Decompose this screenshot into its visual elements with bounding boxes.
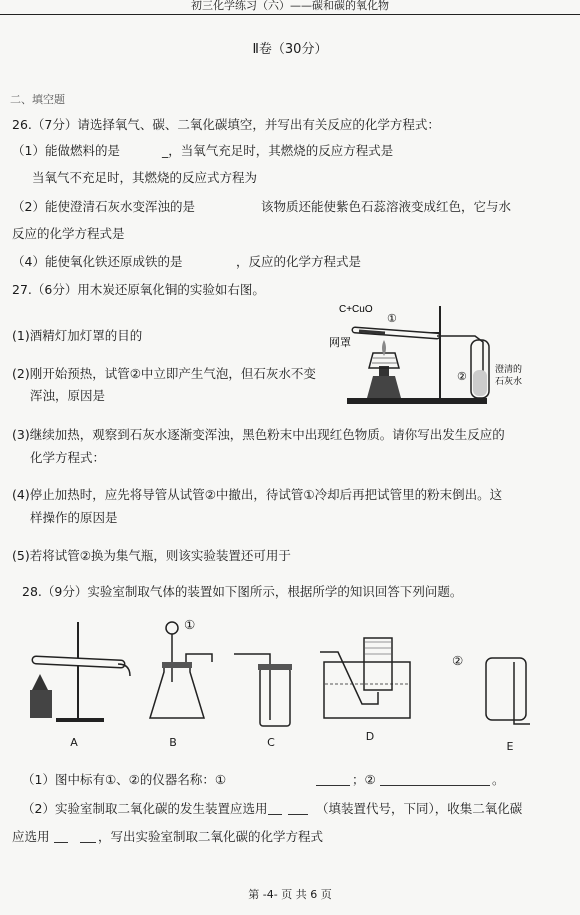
fig-reagent-label: C+CuO bbox=[339, 304, 373, 315]
apparatus-a-label: A bbox=[70, 736, 78, 749]
fig-lime-label-1: 澄清的 bbox=[495, 364, 523, 374]
q28-s1b: ；② bbox=[352, 772, 376, 787]
q27-s3a: (3)继续加热，观察到石灰水逐渐变浑浊，黑色粉末中出现红色物质。请你写出发生反应的 bbox=[12, 427, 505, 442]
q28-s1c: 。 bbox=[492, 772, 505, 787]
q26-line3a: （2）能使澄清石灰水变浑浊的是 bbox=[12, 199, 195, 214]
q28-blank-5 bbox=[54, 842, 68, 843]
q27-s2b: 浑浊，原因是 bbox=[30, 388, 106, 403]
q27-s1: (1)酒精灯加灯罩的目的 bbox=[12, 328, 143, 343]
apparatus-d bbox=[318, 632, 418, 724]
q26-stem: 26.（7分）请选择氧气、碳、二氧化碳填空，并写出有关反应的化学方程式： bbox=[12, 117, 440, 132]
q28-blank-1 bbox=[316, 785, 350, 786]
q26-line5b: ，反应的化学方程式是 bbox=[236, 254, 362, 269]
q26-line1a: （1）能做燃料的是 bbox=[12, 143, 120, 158]
q28-s1a: （1）图中标有①、②的仪器名称：① bbox=[22, 772, 227, 787]
apparatus-d-label: D bbox=[365, 730, 375, 743]
page-footer: 第 -4- 页 共 6 页 bbox=[248, 888, 332, 901]
fig-marker-1: ① bbox=[387, 313, 397, 325]
q26-line2: 当氧气不充足时，其燃烧的反应式方程为 bbox=[32, 170, 258, 185]
q28-blank-2 bbox=[380, 785, 490, 786]
q28-blank-6 bbox=[80, 842, 96, 843]
section-title: Ⅱ卷（30分） bbox=[252, 42, 328, 57]
q27-s2a: (2)刚开始预热，试管②中立即产生气泡，但石灰水不变 bbox=[12, 366, 316, 381]
q28-s3b: ，写出实验室制取二氧化碳的化学方程式 bbox=[98, 829, 324, 844]
apparatus-e-marker: ② bbox=[452, 653, 464, 668]
q26-line1b: _，当氧气充足时，其燃烧的反应方程式是 bbox=[162, 143, 394, 158]
apparatus-e-label: E bbox=[506, 740, 514, 753]
apparatus-e bbox=[478, 652, 538, 732]
q27-stem: 27.（6分）用木炭还原氧化铜的实验如右图。 bbox=[12, 282, 265, 297]
q28-s2a: （2）实验室制取二氧化碳的发生装置应选用 bbox=[22, 801, 268, 816]
q28-s3a: 应选用 bbox=[12, 829, 50, 844]
fig-hood-label: 网罩 bbox=[329, 337, 351, 349]
q28-stem: 28.（9分）实验室制取气体的装置如下图所示，根据所学的知识回答下列问题。 bbox=[22, 584, 463, 599]
q28-s2b: （填装置代号，下同），收集二氧化碳 bbox=[316, 801, 523, 816]
q28-blank-4 bbox=[288, 814, 308, 815]
apparatus-c bbox=[230, 640, 300, 730]
q28-blank-3 bbox=[268, 814, 282, 815]
q27-s5: (5)若将试管②换为集气瓶，则该实验装置还可用于 bbox=[12, 548, 291, 563]
part-title: 二、填空题 bbox=[10, 93, 65, 106]
q27-s3b: 化学方程式： bbox=[30, 450, 106, 465]
q26-line5a: （4）能使氧化铁还原成铁的是 bbox=[12, 254, 183, 269]
q27-s4a: (4)停止加热时，应先将导管从试管②中撤出，待试管①冷却后再把试管里的粉末倒出。这 bbox=[12, 487, 503, 502]
apparatus-b-marker: ① bbox=[184, 617, 196, 632]
fig-lime-label-2: 石灰水 bbox=[495, 376, 523, 386]
apparatus-a bbox=[26, 612, 136, 727]
q26-line3b: 该物质还能使紫色石蕊溶液变成红色，它与水 bbox=[261, 199, 512, 214]
q27-s4b: 样操作的原因是 bbox=[30, 510, 118, 525]
header-title: 初三化学练习（六）——碳和碳的氧化物 bbox=[191, 0, 389, 12]
fig-marker-2: ② bbox=[457, 371, 467, 383]
q26-line4: 反应的化学方程式是 bbox=[12, 226, 125, 241]
apparatus-c-label: C bbox=[267, 736, 275, 749]
apparatus-b-label: B bbox=[169, 736, 177, 749]
q27-apparatus-figure bbox=[325, 298, 535, 413]
